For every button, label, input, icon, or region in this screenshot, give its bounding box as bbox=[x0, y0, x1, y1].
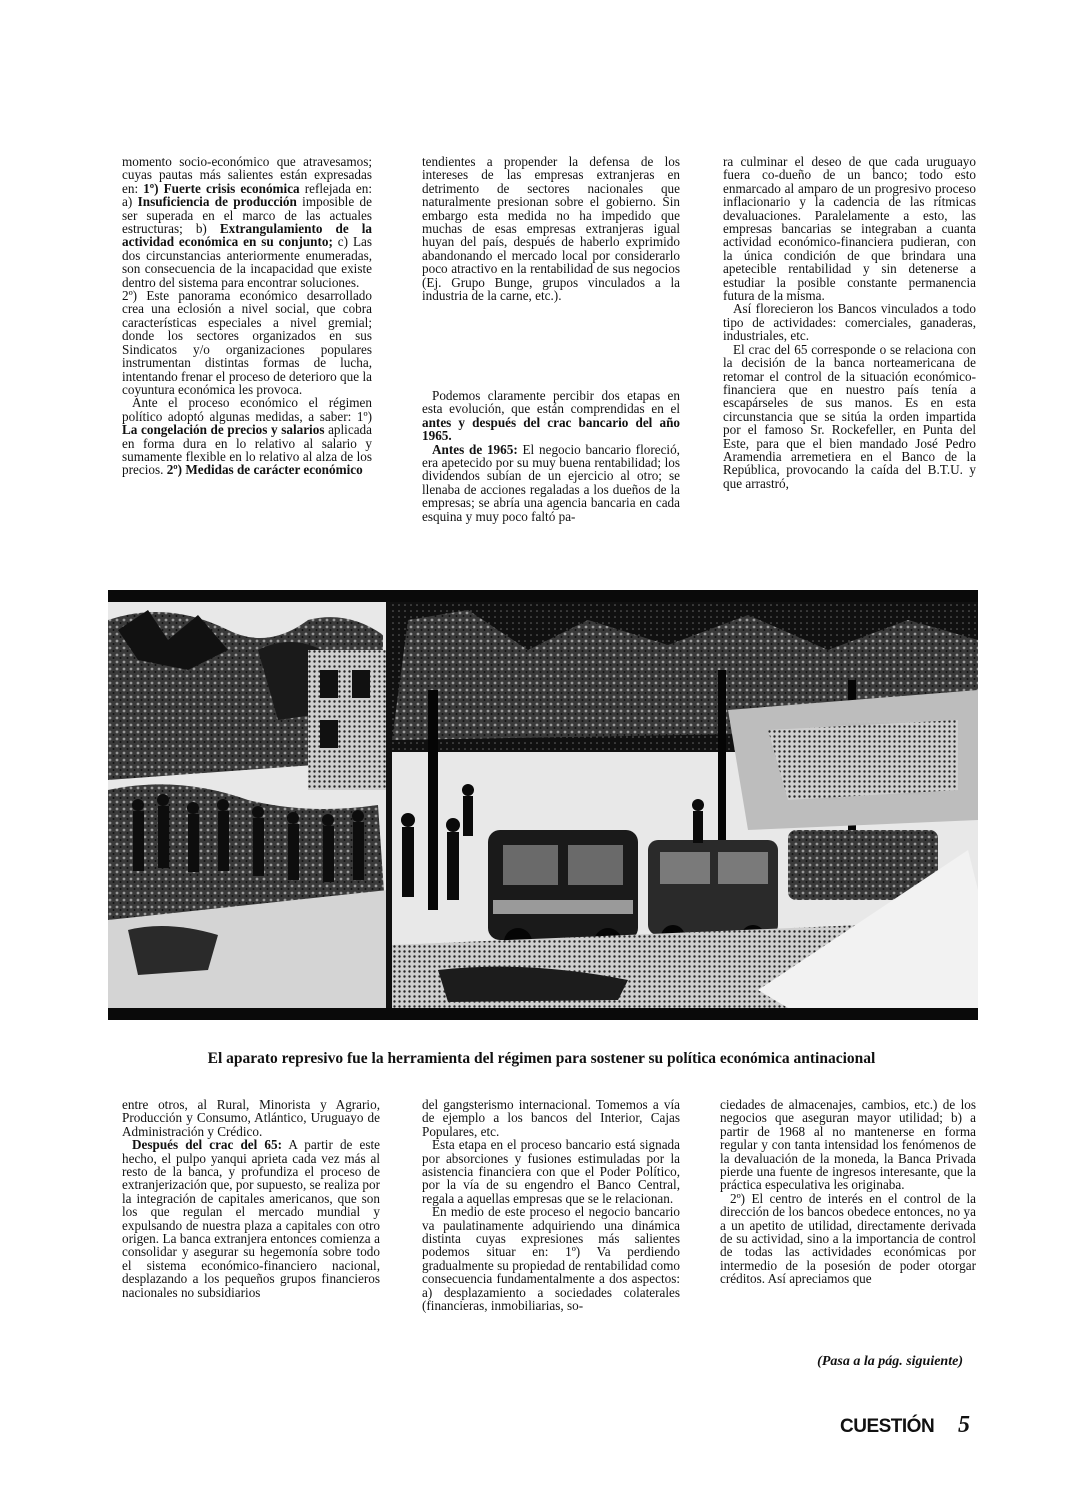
paragraph bbox=[422, 443, 680, 523]
text-run: reflejada en: a) bbox=[122, 180, 372, 210]
bottom-column-2 bbox=[422, 1098, 680, 1313]
paragraph bbox=[720, 1192, 976, 1286]
paragraph bbox=[122, 1138, 380, 1299]
paragraph bbox=[422, 1138, 680, 1205]
bold-run: antes y después del crac bancario del año 1965. bbox=[422, 414, 680, 444]
bold-run: Antes de 1965: bbox=[432, 441, 518, 457]
bold-run: Insuficiencia de producción bbox=[137, 194, 297, 210]
paragraph bbox=[422, 389, 680, 443]
bold-run: Después del crac del 65: bbox=[132, 1137, 283, 1153]
bottom-column-3 bbox=[720, 1098, 976, 1286]
text-run: aplicada en forma dura en lo relativo al salario y sumamente flexible en lo relativo al alza de los precios. bbox=[122, 422, 372, 478]
text-run: entre otros, al Rural, Minorista y Agrario, Producción y Consumo, Atlántico, Uruguayo de Administración y Crédico. bbox=[122, 1097, 380, 1139]
paragraph bbox=[422, 1205, 680, 1312]
street-scene-illustration bbox=[108, 590, 978, 1020]
bold-run: 2º) Medidas de carácter económico bbox=[166, 462, 363, 478]
magazine-name: CUESTIÓN bbox=[840, 1416, 935, 1437]
bold-run: Extrangulamiento de la actividad económica en su conjunto; bbox=[122, 221, 372, 250]
text-run: El crac del 65 corresponde o se relaciona con la decisión de la banca norteamericana de retomar el control de la situación económico-financiera que en nuestro país tenía a escapárseles de sus manos. Es en esta circunstancia que se sitúa la orden impartida por el famoso Sr. Rockefeller, en Punta del Este, para que el bien mandado José Pedro Aramendia arremetiera en el Banco de la República, provocando la caída del B.T.U. y que arrastró, bbox=[723, 341, 976, 491]
bold-run: 1º) Fuerte crisis económica bbox=[143, 180, 300, 196]
text-run: En medio de este proceso el negocio bancario va paulatinamente adquiriendo una dinámica distinta cuyas expresiones más salientes podemos situar en: 1º) Va perdiendo gradualmente su propiedad de rentabilidad como consecuencia fundamentalmente a dos aspectos: a) desplazamiento a sociedades colaterales (financieras, inmobiliarias, so- bbox=[422, 1204, 680, 1314]
page-footer bbox=[830, 1412, 990, 1446]
top-column-3 bbox=[723, 155, 976, 490]
continued-note: (Pasa a la pág. siguiente) bbox=[817, 1354, 963, 1369]
text-run: Así florecieron los Bancos vinculados a todo tipo de actividades: comerciales, ganaderas, industriales, etc. bbox=[723, 301, 976, 344]
text-run: momento socio-económico que atravesamos; cuyas pautas más salientes están expresadas en: bbox=[122, 154, 372, 196]
text-run: 2º) El centro de interés en el control de la dirección de los bancos obedece entonces, no ya a un apetito de utilidad, directamente derivada de su actividad, sino a la importancia de control de todas las actividades económicas por intermedio de la posesión de poder otorgar créditos. Así apreciamos que bbox=[720, 1190, 976, 1287]
paragraph bbox=[422, 155, 680, 302]
text-run: del gangsterismo internacional. Tomemos a vía de ejemplo a los bancos del Interior, Cajas Populares, etc. bbox=[422, 1097, 680, 1139]
text-run: ra culminar el deseo de que cada uruguayo fuera co-dueño de un banco; todo esto enmarcado al amparo de un progresivo proceso inflacionario y la cadencia de las rítmicas devaluaciones. Paralelamente a esto, las empresas bancarias se integraban a cuanta actividad económico-financiera pudieran, con la única condición de que brindara una apetecible rentabilidad y sin detenerse a estudiar la posible constante permanencia futura de la misma. bbox=[723, 154, 976, 304]
bold-run: La congelación de precios y salarios bbox=[122, 422, 325, 438]
top-column-2b bbox=[422, 389, 680, 523]
paragraph bbox=[122, 396, 372, 476]
text-run: c) Las dos circunstancias anteriormente enumeradas, son consecuencia de la incapacidad que existe dentro del sistema para encontrar soluciones. bbox=[122, 234, 372, 290]
text-run: Ante el proceso económico el régimen político adoptó algunas medidas, a saber: 1º) bbox=[122, 395, 372, 424]
text-run: imposible de ser superada en el marco de las actuales estructuras; b) bbox=[122, 194, 372, 237]
news-photo bbox=[108, 590, 978, 1020]
paragraph bbox=[122, 1098, 380, 1138]
text-run: ciedades de almacenajes, cambios, etc.) de los negocios que aseguran mayor utilidad; b) a partir de 1968 al no mantenerse en forma regular y con tanta intensidad los fenómenos de la devaluación de la moneda, la Banca Privada pierde una fuente de ingresos interesante, que la práctica especulativa les originaba. bbox=[720, 1097, 976, 1193]
paragraph bbox=[422, 1098, 680, 1138]
text-run: tendientes a propender la defensa de los intereses de las empresas extranjeras en detrimento de sectores nacionales que naturalmente presionan sobre el gobierno. Sin embargo esta medida no ha impedido que muchas de esas empresas extranjeras igual huyan del país, después de haberlo exprimido abandonando el mercado local por considerarlo poco atractivo en la rentabilidad de sus negocios (Ej. Grupo Bunge, grupos vinculados a la industria de la carne, etc.). bbox=[422, 154, 680, 304]
text-run: El negocio bancario floreció, era apetecido por su muy buena rentabilidad; los dividendos subían de un ejercicio al otro; se llenaba de acciones regaladas a los dueños de la empresas; se abría una agencia bancaria en cada esquina y muy poco faltó pa- bbox=[422, 441, 680, 524]
paragraph bbox=[720, 1098, 976, 1192]
paragraph bbox=[723, 155, 976, 302]
text-run: 2º) Este panorama económico desarrollado crea una eclosión a nivel social, que cobra características especiales a nivel gremial; donde los sectores organizados en sus Sindicatos y/o organizaciones populares instrumentan distintas formas de lucha, intentando frenar el proceso de deterioro que la coyuntura económica les provoca. bbox=[122, 288, 372, 397]
text-run: Podemos claramente percibir dos etapas en esta evolución, que están comprendidas en el bbox=[422, 388, 680, 417]
top-column-2a bbox=[422, 155, 680, 302]
page-number: 5 bbox=[958, 1412, 970, 1438]
paragraph bbox=[723, 343, 976, 490]
paragraph bbox=[122, 155, 372, 289]
photo-caption: El aparato represivo fue la herramienta del régimen para sostener su política económica antinacional bbox=[207, 1050, 876, 1067]
text-run: Esta etapa en el proceso bancario está signada por absorciones y fusiones estimuladas por la asistencia financiera con que el Poder Político, por la vía de su engendro el Banco Central, regala a aquellas empresas que se le relacionan. bbox=[422, 1137, 680, 1206]
paragraph bbox=[122, 289, 372, 396]
paragraph bbox=[723, 302, 976, 342]
text-run: A partir de este hecho, el pulpo yanqui aprieta cada vez más al resto de la banca, y profundiza el proceso de extranjerización que, por supuesto, se realiza por la integración de capitales americanos, que son los que regulan el mercado mundial y expulsando de nuestra plaza a capitales con otro origen. La banca extranjera entonces comienza a consolidar y asegurar su hegemonía sobre todo el sistema económico-financiero nacional, desplazando a los pequeños grupos financieros nacionales no subsidiarios bbox=[122, 1137, 380, 1300]
top-column-1 bbox=[122, 155, 372, 477]
bottom-column-1 bbox=[122, 1098, 380, 1299]
